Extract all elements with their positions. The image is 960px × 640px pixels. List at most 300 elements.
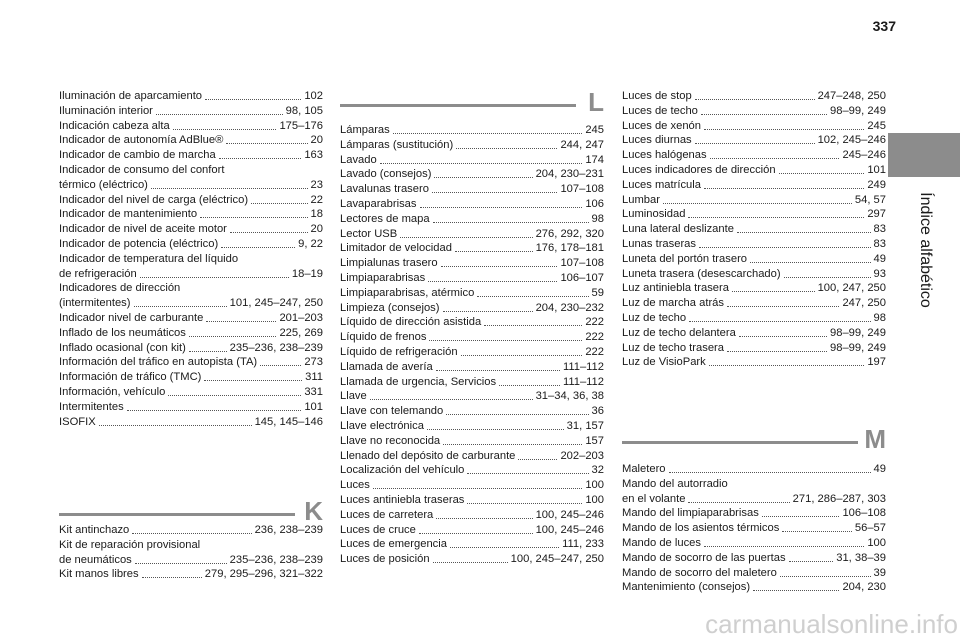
entry-leader-dots — [669, 472, 871, 473]
entry-leader-dots — [443, 311, 533, 312]
entry-pages: 98, 105 — [285, 104, 323, 117]
entry-leader-dots — [467, 473, 588, 474]
entry-leader-dots — [380, 163, 583, 164]
section-rule — [340, 104, 576, 107]
index-entry — [340, 315, 604, 329]
index-entry — [59, 326, 323, 340]
entry-leader-dots — [699, 247, 871, 248]
entry-term: Lavado — [340, 153, 377, 166]
index-entry — [622, 536, 886, 550]
index-entry — [59, 104, 323, 118]
entry-leader-dots — [518, 459, 557, 460]
entry-term: Luneta del portón trasero — [622, 252, 748, 265]
entry-term: en el volante — [622, 492, 686, 505]
entry-pages: 106–108 — [842, 507, 886, 520]
entry-leader-dots — [688, 217, 864, 218]
index-entry — [59, 415, 323, 429]
entry-pages: 100, 247, 250 — [817, 282, 886, 295]
entry-term: Luces de xenón — [622, 119, 701, 132]
entry-term: Luz de marcha atrás — [622, 297, 724, 310]
entry-pages: 202–203 — [560, 449, 604, 462]
entry-leader-dots — [204, 380, 302, 381]
entry-pages: 100, 245–247, 250 — [510, 553, 604, 566]
entry-pages: 101, 245–247, 250 — [229, 297, 323, 310]
index-entry — [340, 182, 604, 196]
entry-leader-dots — [450, 547, 559, 548]
entry-pages: 31, 157 — [566, 420, 604, 432]
index-entry — [59, 370, 323, 384]
entry-term: Mando de socorro del maletero — [622, 566, 777, 579]
entry-term: Indicador de potencia (eléctrico) — [59, 238, 219, 250]
entry-pages: 235–236, 238–239 — [229, 553, 323, 566]
entry-pages: 204, 230–232 — [535, 301, 604, 314]
entry-term: Indicación cabeza alta — [59, 119, 170, 132]
index-entry — [622, 506, 886, 520]
index-entry — [622, 462, 886, 476]
entry-pages: 273 — [304, 356, 323, 369]
index-entry — [340, 449, 604, 463]
entry-pages: 18–19 — [291, 267, 323, 280]
entry-term: Lunas traseras — [622, 238, 697, 250]
entry-leader-dots — [727, 351, 827, 352]
index-entry — [622, 566, 886, 580]
entry-term: Mando de luces — [622, 537, 701, 549]
entry-term: Luneta trasera (desescarchado) — [622, 267, 781, 280]
entry-term: Líquido de frenos — [340, 331, 427, 344]
entry-term: Llamada de urgencia, Servicios — [340, 375, 497, 388]
entry-pages: 331 — [304, 386, 323, 398]
entry-term: Mando del limpiaparabrisas — [622, 507, 759, 520]
entry-leader-dots — [200, 217, 307, 218]
index-entry — [340, 271, 604, 285]
index-entry — [59, 523, 323, 537]
entry-leader-dots — [127, 410, 302, 411]
entry-term: Lavalunas trasero — [340, 183, 429, 196]
index-entry — [59, 207, 323, 221]
entry-pages: 106–107 — [560, 272, 604, 284]
entry-term: Información de tráfico (TMC) — [59, 371, 202, 384]
entry-pages: 175–176 — [279, 119, 323, 132]
entry-leader-dots — [132, 533, 251, 534]
entry-term: Localización del vehículo — [340, 464, 465, 477]
entry-term: Lavado (consejos) — [340, 168, 432, 181]
entry-leader-dots — [189, 351, 227, 352]
index-entry — [59, 119, 323, 133]
index-entry — [622, 355, 886, 369]
entry-pages: 247, 250 — [842, 297, 886, 310]
entry-leader-dots — [455, 251, 533, 252]
entry-pages: 197 — [867, 356, 886, 369]
entry-term: Luz antiniebla trasera — [622, 282, 729, 295]
index-entry — [340, 138, 604, 152]
entry-term: Información, vehículo — [59, 386, 166, 398]
entry-term: Limpieza (consejos) — [340, 301, 440, 314]
index-entry — [622, 267, 886, 281]
index-entry — [622, 326, 886, 340]
entry-leader-dots — [173, 129, 277, 130]
entry-term: Luz de techo delantera — [622, 326, 736, 339]
entry-leader-dots — [433, 562, 508, 563]
entry-leader-dots — [762, 516, 840, 517]
index-entry — [622, 296, 886, 310]
index-entry — [59, 341, 323, 355]
entry-pages: 100 — [585, 479, 604, 492]
index-entry — [340, 123, 604, 137]
entry-pages: 204, 230 — [842, 581, 886, 594]
entry-leader-dots — [710, 158, 840, 159]
entry-leader-dots — [419, 533, 533, 534]
entry-pages: 54, 57 — [854, 193, 886, 206]
entry-term: Luces diurnas — [622, 134, 692, 147]
entry-pages: 83 — [873, 238, 886, 250]
entry-term: Indicador de autonomía AdBlue® — [59, 134, 224, 147]
entry-term: Kit antinchazo — [59, 524, 130, 536]
entry-pages: 222 — [585, 316, 604, 329]
index-entry — [622, 89, 886, 103]
entry-pages: 106 — [585, 198, 604, 210]
section-letter: L — [588, 87, 604, 117]
index-entry — [622, 341, 886, 355]
entry-pages: 101 — [867, 164, 886, 176]
entry-pages: 107–108 — [560, 257, 604, 270]
entry-pages: 23 — [310, 178, 323, 191]
index-entry — [622, 133, 886, 147]
index-entry — [622, 222, 886, 236]
entry-term: Lámparas — [340, 124, 390, 136]
entry-leader-dots — [461, 355, 583, 356]
entry-pages: 93 — [873, 267, 886, 280]
index-entry — [622, 237, 886, 251]
index-entry — [59, 237, 323, 251]
entry-term: Luces de cruce — [340, 523, 416, 536]
entry-leader-dots — [753, 590, 839, 591]
entry-leader-dots — [140, 277, 289, 278]
index-entry — [622, 551, 886, 565]
entry-leader-dots — [151, 188, 308, 189]
entry-term: Llave con telemando — [340, 405, 444, 418]
entry-pages: 157 — [585, 434, 604, 447]
index-entry-line1: Indicador de consumo del confort — [59, 164, 225, 176]
entry-leader-dots — [780, 576, 871, 577]
entry-pages: 100, 245–246 — [535, 508, 604, 521]
entry-pages: 176, 178–181 — [535, 242, 604, 255]
entry-leader-dots — [433, 222, 589, 223]
entry-leader-dots — [456, 148, 557, 149]
entry-pages: 31, 38–39 — [836, 551, 886, 564]
entry-pages: 111–112 — [562, 360, 604, 373]
watermark: carmanualsonline.info — [705, 609, 958, 639]
entry-leader-dots — [432, 192, 558, 193]
index-entry — [59, 567, 323, 581]
entry-term: Limpiaparabrisas — [340, 272, 426, 284]
entry-term: Indicador de mantenimiento — [59, 208, 198, 221]
entry-leader-dots — [784, 277, 871, 278]
entry-pages: 247–248, 250 — [817, 90, 886, 102]
index-entry — [340, 301, 604, 315]
index-entry — [340, 478, 604, 492]
index-entry — [340, 212, 604, 226]
entry-term: ISOFIX — [59, 415, 96, 428]
entry-term: Luces de techo — [622, 104, 698, 117]
entry-pages: 98 — [591, 212, 604, 225]
entry-leader-dots — [251, 203, 308, 204]
index-entry — [340, 523, 604, 537]
entry-term: Información del tráfico en autopista (TA) — [59, 356, 258, 369]
entry-leader-dots — [436, 518, 532, 519]
index-entry-line1: Mando del autorradio — [622, 477, 728, 490]
entry-term: Limpiaparabrisas, atérmico — [340, 286, 475, 299]
entry-pages: 245 — [585, 124, 604, 136]
entry-pages: 245 — [867, 119, 886, 132]
entry-pages: 145, 145–146 — [254, 415, 323, 428]
entry-leader-dots — [704, 546, 864, 547]
index-entry — [59, 296, 323, 310]
entry-pages: 279, 295–296, 321–322 — [204, 568, 323, 581]
entry-leader-dots — [750, 262, 871, 263]
index-entry — [340, 330, 604, 344]
entry-pages: 9, 22 — [298, 238, 323, 250]
entry-pages: 311 — [305, 371, 323, 384]
section-letter: K — [304, 496, 323, 526]
entry-term: Intermitentes — [59, 400, 124, 413]
index-entry — [340, 508, 604, 522]
index-entry — [622, 580, 886, 594]
index-entry — [59, 355, 323, 369]
entry-pages: 174 — [585, 153, 604, 166]
index-entry — [340, 167, 604, 181]
entry-term: Llave — [340, 390, 367, 403]
entry-pages: 249 — [867, 178, 886, 191]
index-entry — [622, 193, 886, 207]
index-entry — [340, 256, 604, 270]
entry-term: Indicador de nivel de aceite motor — [59, 223, 227, 236]
entry-term: Luces matrícula — [622, 178, 701, 191]
entry-term: Limpialunas trasero — [340, 257, 438, 270]
entry-pages: 111–112 — [562, 375, 604, 388]
entry-pages: 102, 245–246 — [817, 134, 886, 147]
entry-term: Luces antiniebla traseras — [340, 494, 465, 506]
entry-leader-dots — [443, 444, 582, 445]
index-entry — [622, 104, 886, 118]
entry-leader-dots — [695, 143, 815, 144]
entry-pages: 20 — [310, 223, 323, 236]
entry-pages: 49 — [873, 463, 886, 475]
entry-term: Llave electrónica — [340, 420, 424, 432]
section-letter: M — [864, 424, 886, 454]
index-entry-line1: Kit de reparación provisional — [59, 538, 201, 551]
entry-pages: 245–246 — [842, 149, 886, 162]
entry-term: Luminosidad — [622, 208, 686, 221]
entry-leader-dots — [704, 129, 864, 130]
entry-pages: 59 — [591, 286, 604, 299]
entry-term: de neumáticos — [59, 553, 132, 566]
entry-leader-dots — [695, 99, 815, 100]
entry-pages: 297 — [867, 208, 886, 221]
entry-term: Llave no reconocida — [340, 434, 441, 447]
index-entry — [59, 385, 323, 399]
entry-leader-dots — [477, 296, 588, 297]
entry-term: Mando de socorro de las puertas — [622, 551, 786, 564]
entry-pages: 98–99, 249 — [830, 341, 886, 354]
entry-leader-dots — [689, 321, 870, 322]
index-entry — [340, 404, 604, 418]
index-entry — [622, 207, 886, 221]
entry-leader-dots — [779, 173, 865, 174]
entry-term: Llamada de avería — [340, 360, 433, 373]
entry-pages: 204, 230–231 — [535, 168, 604, 181]
entry-term: Indicador de cambio de marcha — [59, 149, 216, 162]
entry-pages: 22 — [310, 193, 323, 206]
index-entry — [340, 360, 604, 374]
entry-term: Luces de stop — [622, 90, 692, 102]
index-entry — [59, 400, 323, 414]
entry-pages: 56–57 — [854, 522, 886, 535]
index-entry — [340, 493, 604, 507]
section-header — [59, 484, 323, 524]
entry-term: Iluminación de aparcamiento — [59, 90, 203, 102]
entry-pages: 31–34, 36, 38 — [535, 390, 604, 403]
entry-pages: 20 — [310, 134, 323, 147]
side-tab-label: Índice alfabético — [917, 192, 934, 308]
entry-leader-dots — [436, 370, 560, 371]
entry-term: Lámparas (sustitución) — [340, 138, 454, 151]
entry-term: Luces halógenas — [622, 149, 707, 162]
index-entry — [340, 552, 604, 566]
entry-leader-dots — [205, 99, 301, 100]
index-entry — [340, 241, 604, 255]
entry-term: Luz de techo — [622, 312, 687, 324]
entry-leader-dots — [260, 365, 301, 366]
index-entry — [59, 133, 323, 147]
index-entry — [340, 345, 604, 359]
entry-leader-dots — [701, 114, 827, 115]
index-side-tab — [888, 133, 960, 177]
entry-pages: 100 — [867, 537, 886, 549]
entry-leader-dots — [427, 429, 564, 430]
entry-leader-dots — [168, 395, 301, 396]
entry-leader-dots — [400, 237, 532, 238]
entry-leader-dots — [428, 281, 557, 282]
index-entry — [622, 521, 886, 535]
entry-pages: 222 — [585, 331, 604, 344]
entry-term: Líquido de dirección asistida — [340, 316, 482, 329]
index-entry — [622, 252, 886, 266]
entry-leader-dots — [429, 340, 582, 341]
entry-term: Luz de techo trasera — [622, 341, 724, 354]
entry-leader-dots — [142, 577, 202, 578]
entry-term: Luces de posición — [340, 553, 430, 566]
index-entry — [59, 222, 323, 236]
entry-pages: 83 — [873, 223, 886, 236]
entry-term: Luna lateral deslizante — [622, 223, 734, 236]
entry-term: Maletero — [622, 463, 666, 475]
entry-leader-dots — [499, 385, 560, 386]
entry-leader-dots — [156, 114, 283, 115]
entry-pages: 98 — [873, 312, 886, 324]
entry-leader-dots — [688, 502, 789, 503]
entry-leader-dots — [434, 177, 532, 178]
entry-pages: 276, 292, 320 — [535, 227, 604, 240]
entry-term: Mantenimiento (consejos) — [622, 581, 751, 594]
entry-leader-dots — [206, 321, 276, 322]
entry-pages: 236, 238–239 — [254, 524, 323, 536]
entry-leader-dots — [727, 306, 839, 307]
entry-term: Lectores de mapa — [340, 212, 430, 225]
entry-pages: 98–99, 249 — [830, 104, 886, 117]
entry-term: Luz de VisioPark — [622, 356, 706, 369]
index-entry — [340, 197, 604, 211]
entry-term: Lumbar — [622, 193, 660, 206]
index-entry — [59, 193, 323, 207]
entry-leader-dots — [134, 306, 227, 307]
section-rule — [59, 513, 295, 516]
entry-term: Indicador nivel de carburante — [59, 312, 204, 324]
index-entry — [622, 119, 886, 133]
entry-term: Llenado del depósito de carburante — [340, 449, 516, 462]
entry-leader-dots — [189, 336, 277, 337]
entry-pages: 235–236, 238–239 — [229, 341, 323, 354]
index-entry — [622, 311, 886, 325]
entry-pages: 111, 233 — [562, 538, 604, 551]
index-entry — [622, 281, 886, 295]
entry-term: Kit manos libres — [59, 568, 139, 581]
entry-leader-dots — [737, 232, 871, 233]
section-header — [340, 75, 604, 115]
entry-pages: 49 — [873, 252, 886, 265]
entry-pages: 225, 269 — [279, 326, 323, 339]
entry-leader-dots — [789, 561, 834, 562]
entry-leader-dots — [739, 336, 827, 337]
entry-leader-dots — [446, 414, 588, 415]
entry-pages: 271, 286–287, 303 — [792, 492, 886, 505]
entry-leader-dots — [441, 266, 558, 267]
entry-pages: 18 — [310, 208, 323, 221]
entry-term: Luces de carretera — [340, 508, 434, 521]
section-header — [622, 412, 886, 452]
entry-leader-dots — [467, 503, 582, 504]
entry-term: Luces indicadores de dirección — [622, 164, 776, 176]
index-entry — [622, 178, 886, 192]
entry-pages: 32 — [591, 464, 604, 477]
index-entry — [622, 492, 886, 506]
entry-pages: 201–203 — [279, 312, 323, 324]
entry-leader-dots — [370, 399, 533, 400]
index-entry — [340, 153, 604, 167]
section-rule — [622, 441, 858, 444]
index-entry — [340, 434, 604, 448]
entry-leader-dots — [663, 203, 852, 204]
entry-pages: 100 — [585, 494, 604, 506]
page-number: 337 — [872, 18, 896, 34]
entry-term: Mando de los asientos térmicos — [622, 522, 780, 535]
entry-pages: 100, 245–246 — [535, 523, 604, 536]
entry-term: Limitador de velocidad — [340, 242, 452, 255]
entry-leader-dots — [230, 232, 308, 233]
entry-term: Inflado de los neumáticos — [59, 326, 186, 339]
entry-pages: 244, 247 — [560, 138, 604, 151]
entry-pages: 101 — [304, 400, 323, 413]
entry-leader-dots — [732, 291, 815, 292]
entry-term: Lector USB — [340, 227, 398, 240]
index-entry-line1: Indicadores de dirección — [59, 282, 181, 295]
index-entry — [59, 311, 323, 325]
index-entry — [340, 227, 604, 241]
entry-pages: 36 — [591, 405, 604, 418]
entry-leader-dots — [704, 188, 864, 189]
entry-leader-dots — [782, 531, 852, 532]
index-entry — [59, 178, 323, 192]
index-entry — [340, 389, 604, 403]
